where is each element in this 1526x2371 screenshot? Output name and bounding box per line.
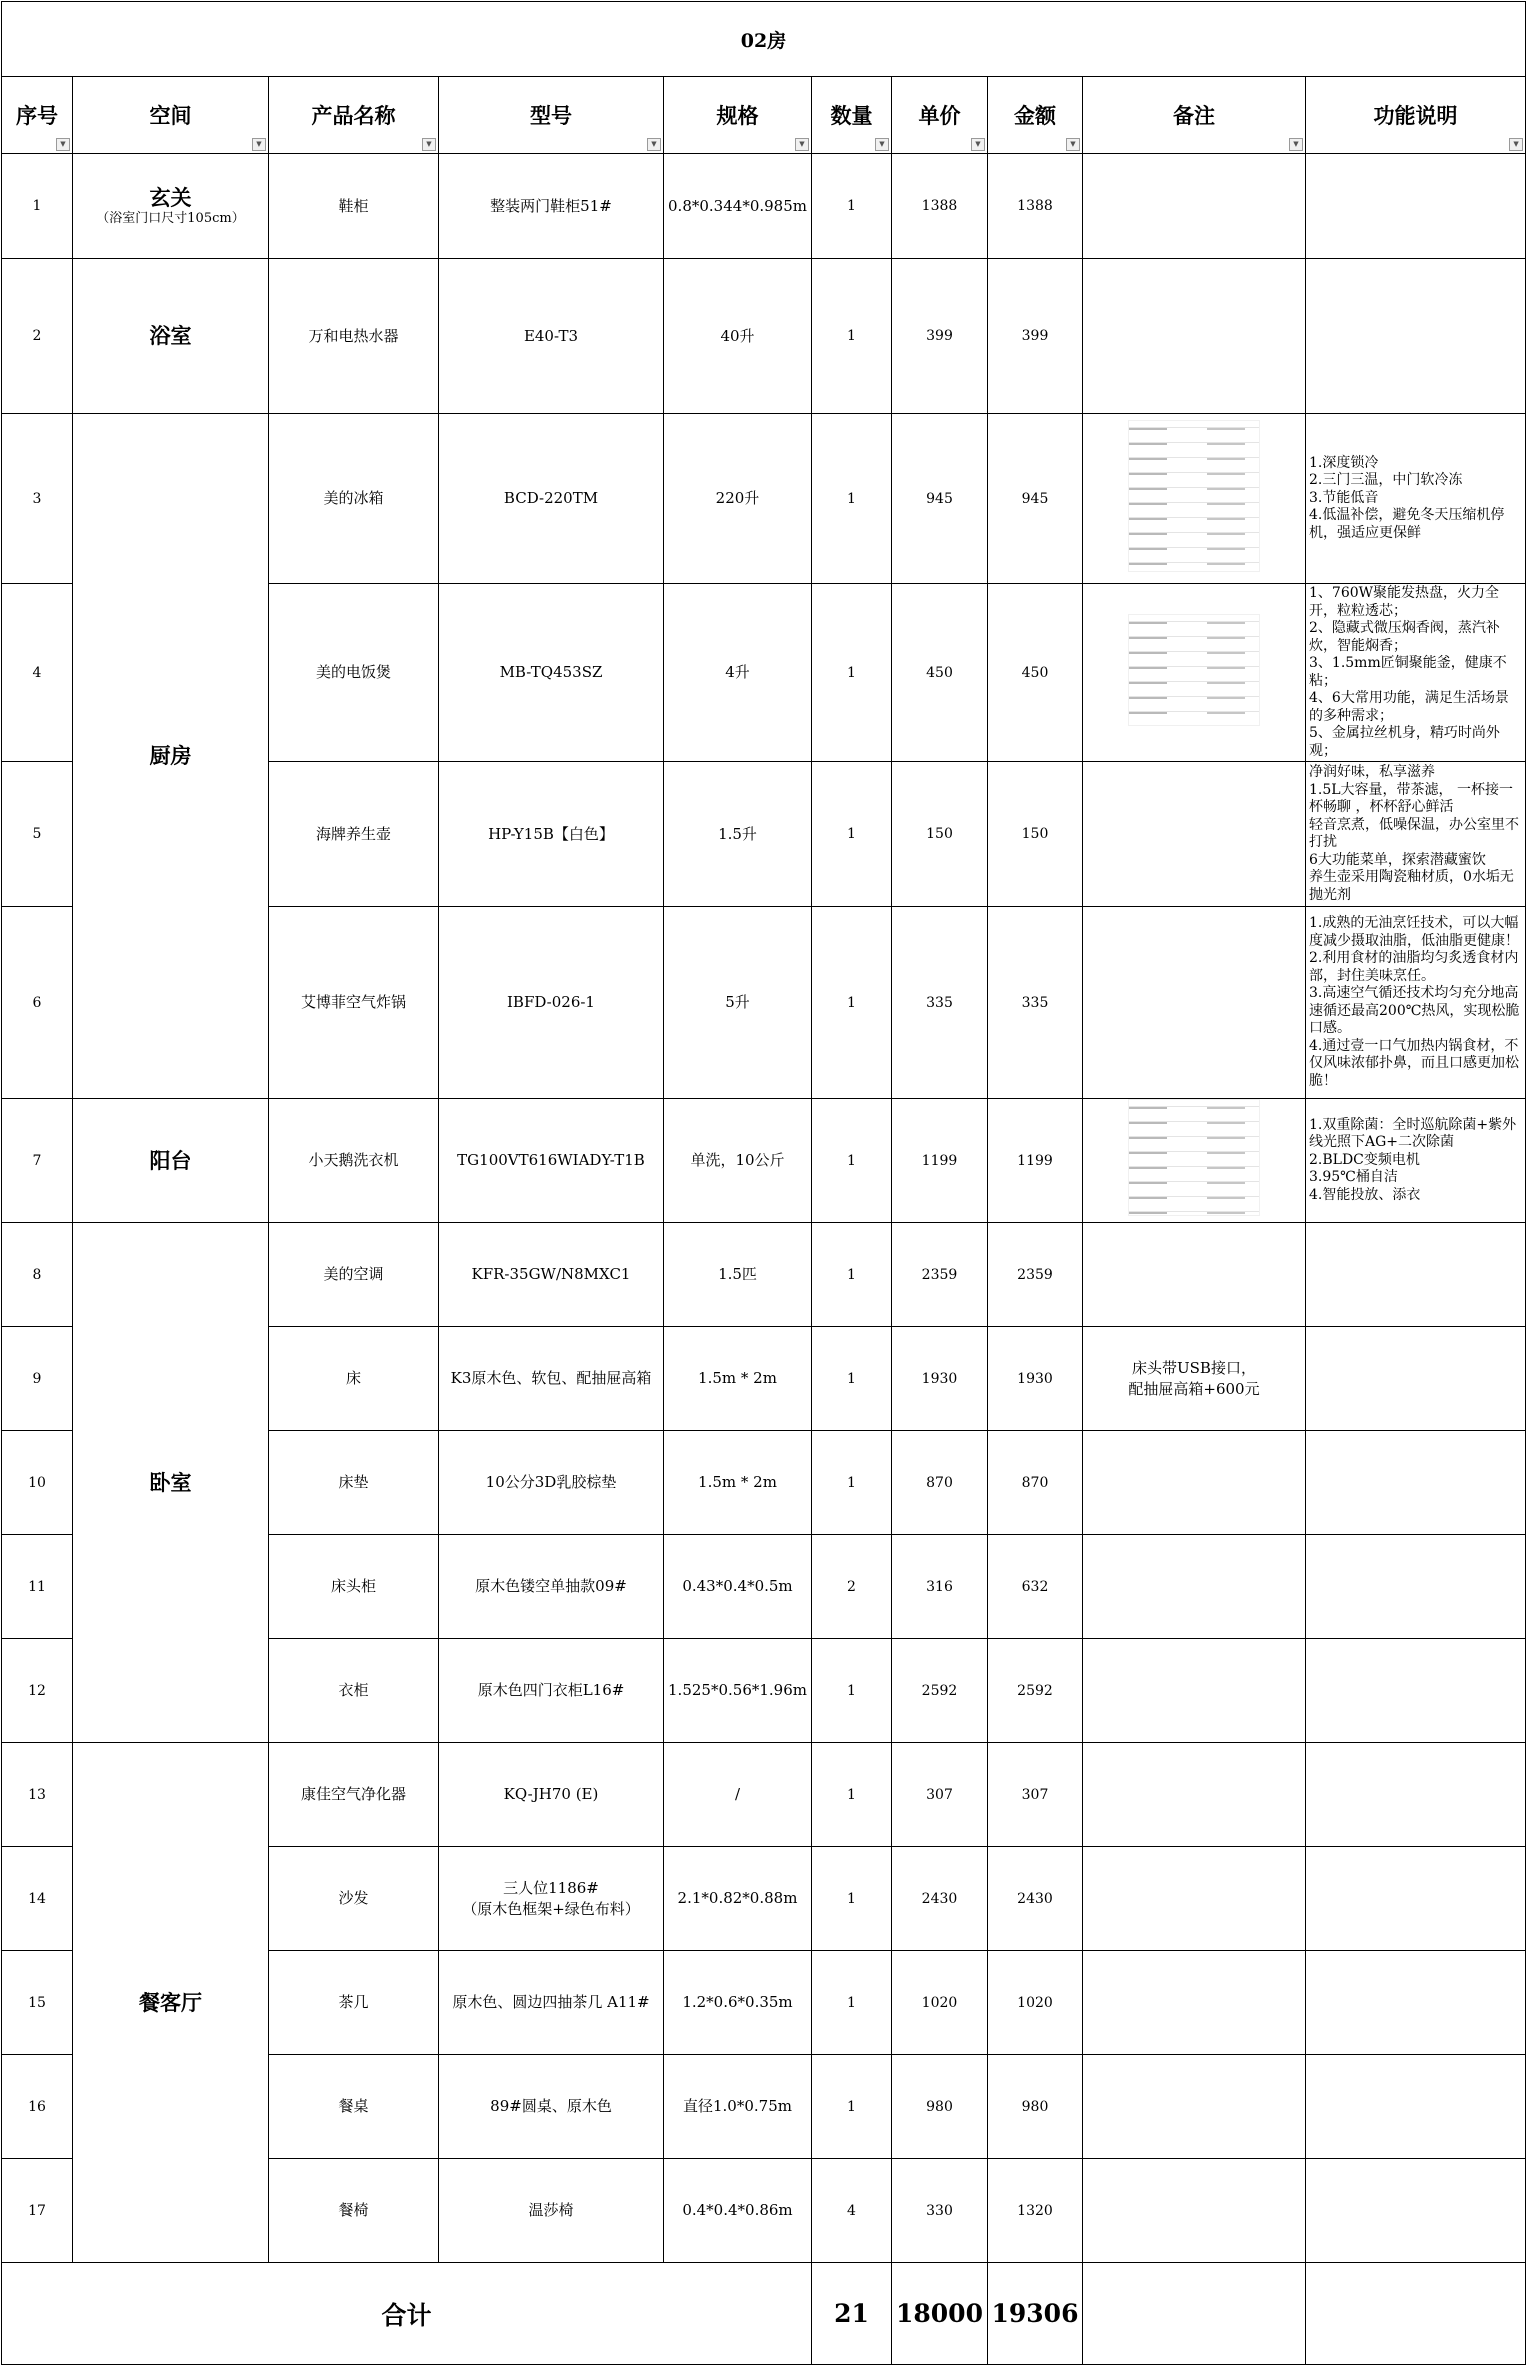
row-index: 8 [2, 1223, 73, 1327]
function-description: 1.双重除菌：全时巡航除菌+紫外线光照下AG+二次除菌 2.BLDC变频电机 3.95℃桶自洁 4.智能投放、添衣 [1306, 1099, 1526, 1223]
model: 89#圆桌、原木色 [439, 2055, 664, 2159]
header-label: 备注 [1173, 103, 1215, 128]
note [1083, 1847, 1306, 1951]
model: 原木色四门衣柜L16# [439, 1639, 664, 1743]
spec: 0.4*0.4*0.86m [664, 2159, 812, 2263]
row-index: 10 [2, 1431, 73, 1535]
function-description [1306, 1743, 1526, 1847]
row-index: 1 [2, 154, 73, 259]
space-label: 阳台 [149, 1147, 192, 1173]
model: MB-TQ453SZ [439, 584, 664, 762]
model: KQ-JH70 (E) [439, 1743, 664, 1847]
unit-price: 2430 [892, 1847, 988, 1951]
quantity: 1 [812, 2055, 892, 2159]
quantity: 1 [812, 1327, 892, 1431]
quantity: 1 [812, 907, 892, 1099]
spec-sheet-thumbnail [1128, 614, 1260, 726]
function-description [1306, 1223, 1526, 1327]
quantity: 2 [812, 1535, 892, 1639]
header-label: 功能说明 [1373, 103, 1458, 128]
unit-price: 330 [892, 2159, 988, 2263]
note [1083, 907, 1306, 1099]
product-name: 美的冰箱 [269, 414, 439, 584]
product-name: 餐椅 [269, 2159, 439, 2263]
filter-dropdown-icon[interactable]: ▼ [1509, 138, 1523, 151]
col-header-amount [988, 77, 1083, 154]
col-header-price [892, 77, 988, 154]
space-cell-bath [73, 259, 269, 414]
product-name: 艾博菲空气炸锅 [269, 907, 439, 1099]
function-description [1306, 2159, 1526, 2263]
function-description [1306, 1431, 1526, 1535]
row-index: 11 [2, 1535, 73, 1639]
product-name: 床 [269, 1327, 439, 1431]
row-index: 2 [2, 259, 73, 414]
unit-price: 335 [892, 907, 988, 1099]
col-header-product [269, 77, 439, 154]
function-description: 净润好味，私享滋养 1.5L大容量，带茶滤， 一杯接一杯畅聊 ，杯杯舒心鲜活 轻音烹煮，低噪保温，办公室里不打扰 6大功能菜单，探索潜藏蜜饮 养生壶采用陶瓷釉材质，0水垢无抛光剂 [1306, 762, 1526, 907]
unit-price: 450 [892, 584, 988, 762]
amount: 307 [988, 1743, 1083, 1847]
unit-price: 316 [892, 1535, 988, 1639]
product-name: 茶几 [269, 1951, 439, 2055]
function-description: 1.成熟的无油烹饪技术，可以大幅度减少摄取油脂，低油脂更健康！ 2.利用食材的油脂均匀炙透食材内部，封住美味烹任。 3.高速空气循还技术均匀充分地高速循还最高200℃热风，实现松脆口感。 4.通过壹一口气加热内锅食材，不仅风味浓郁扑鼻，而且口感更加松脆！ [1306, 907, 1526, 1099]
product-name: 美的电饭煲 [269, 584, 439, 762]
table-row [2, 259, 1526, 414]
quantity: 1 [812, 414, 892, 584]
table-row [2, 1743, 1526, 1847]
model: 温莎椅 [439, 2159, 664, 2263]
spec: 2.1*0.82*0.88m [664, 1847, 812, 1951]
col-header-function [1306, 77, 1526, 154]
space-note: （浴室门口尺寸105cm） [96, 211, 245, 227]
amount: 1388 [988, 154, 1083, 259]
space-label: 餐客厅 [139, 1989, 202, 2015]
amount: 335 [988, 907, 1083, 1099]
product-name: 床头柜 [269, 1535, 439, 1639]
model: 原木色镂空单抽款09# [439, 1535, 664, 1639]
model: KFR-35GW/N8MXC1 [439, 1223, 664, 1327]
product-name: 餐桌 [269, 2055, 439, 2159]
filter-dropdown-icon[interactable]: ▼ [647, 138, 661, 151]
filter-dropdown-icon[interactable]: ▼ [1066, 138, 1080, 151]
quantity: 1 [812, 154, 892, 259]
header-label: 产品名称 [311, 103, 396, 128]
quantity: 4 [812, 2159, 892, 2263]
space-label: 玄关 [149, 184, 192, 210]
product-name: 衣柜 [269, 1639, 439, 1743]
table-row [2, 1223, 1526, 1327]
row-index: 16 [2, 2055, 73, 2159]
spec: 5升 [664, 907, 812, 1099]
unit-price: 307 [892, 1743, 988, 1847]
total-price: 18000 [892, 2263, 988, 2365]
spec-sheet-thumbnail [1128, 1099, 1260, 1216]
product-name: 床垫 [269, 1431, 439, 1535]
space-label: 卧室 [149, 1469, 192, 1495]
col-header-model [439, 77, 664, 154]
row-index: 13 [2, 1743, 73, 1847]
function-description [1306, 1327, 1526, 1431]
row-index: 6 [2, 907, 73, 1099]
filter-dropdown-icon[interactable]: ▼ [795, 138, 809, 151]
row-index: 14 [2, 1847, 73, 1951]
spec: 220升 [664, 414, 812, 584]
note [1083, 1223, 1306, 1327]
amount: 980 [988, 2055, 1083, 2159]
quantity: 1 [812, 1431, 892, 1535]
row-index: 4 [2, 584, 73, 762]
spec: 1.5m * 2m [664, 1431, 812, 1535]
header-label: 金额 [1014, 103, 1056, 128]
function-description [1306, 1639, 1526, 1743]
filter-dropdown-icon[interactable]: ▼ [1289, 138, 1303, 151]
note [1083, 584, 1306, 762]
function-description [1306, 1847, 1526, 1951]
function-description [1306, 1535, 1526, 1639]
row-index: 3 [2, 414, 73, 584]
unit-price: 2592 [892, 1639, 988, 1743]
amount: 870 [988, 1431, 1083, 1535]
amount: 2359 [988, 1223, 1083, 1327]
note [1083, 1951, 1306, 2055]
amount: 450 [988, 584, 1083, 762]
space-label: 厨房 [149, 743, 192, 769]
note [1083, 2159, 1306, 2263]
header-label: 数量 [830, 103, 873, 128]
amount: 632 [988, 1535, 1083, 1639]
total-row [2, 2263, 1526, 2365]
unit-price: 1020 [892, 1951, 988, 2055]
model: IBFD-026-1 [439, 907, 664, 1099]
unit-price: 945 [892, 414, 988, 584]
spec: 1.525*0.56*1.96m [664, 1639, 812, 1743]
row-index: 7 [2, 1099, 73, 1223]
amount: 399 [988, 259, 1083, 414]
function-description [1306, 259, 1526, 414]
col-header-note [1083, 77, 1306, 154]
filter-dropdown-icon[interactable]: ▼ [56, 138, 70, 151]
header-label: 型号 [530, 103, 572, 128]
quantity: 1 [812, 1639, 892, 1743]
table-row [2, 414, 1526, 584]
space-cell-balcony [73, 1099, 269, 1223]
amount: 2592 [988, 1639, 1083, 1743]
note [1083, 1431, 1306, 1535]
note [1083, 1099, 1306, 1223]
header-label: 序号 [16, 103, 58, 128]
quantity: 1 [812, 1223, 892, 1327]
col-header-spec [664, 77, 812, 154]
amount: 945 [988, 414, 1083, 584]
spec-sheet-thumbnail [1128, 420, 1260, 572]
space-cell-living [73, 1743, 269, 2263]
unit-price: 2359 [892, 1223, 988, 1327]
space-cell-kitchen [73, 414, 269, 1099]
table-row [2, 1099, 1526, 1223]
spec: 单洗，10公斤 [664, 1099, 812, 1223]
model: 原木色、圆边四抽茶几 A11# [439, 1951, 664, 2055]
total-empty [1083, 2263, 1306, 2365]
amount: 2430 [988, 1847, 1083, 1951]
table-row [2, 154, 1526, 259]
spec: 0.43*0.4*0.5m [664, 1535, 812, 1639]
model: TG100VT616WIADY-T1B [439, 1099, 664, 1223]
space-label: 浴室 [149, 323, 192, 349]
amount: 1020 [988, 1951, 1083, 2055]
spec: 1.2*0.6*0.35m [664, 1951, 812, 2055]
spec: 40升 [664, 259, 812, 414]
header-label: 规格 [716, 103, 759, 128]
product-name: 小天鹅洗衣机 [269, 1099, 439, 1223]
note [1083, 1535, 1306, 1639]
row-index: 9 [2, 1327, 73, 1431]
product-name: 沙发 [269, 1847, 439, 1951]
amount: 1199 [988, 1099, 1083, 1223]
product-table [1, 1, 1526, 2365]
model: 10公分3D乳胶棕垫 [439, 1431, 664, 1535]
model: 整装两门鞋柜51# [439, 154, 664, 259]
filter-dropdown-icon[interactable]: ▼ [252, 138, 266, 151]
model: HP-Y15B【白色】 [439, 762, 664, 907]
note [1083, 2055, 1306, 2159]
spec: 0.8*0.344*0.985m [664, 154, 812, 259]
quantity: 1 [812, 1951, 892, 2055]
filter-dropdown-icon[interactable]: ▼ [971, 138, 985, 151]
unit-price: 1199 [892, 1099, 988, 1223]
unit-price: 150 [892, 762, 988, 907]
note [1083, 1743, 1306, 1847]
model: 三人位1186# （原木色框架+绿色布料） [439, 1847, 664, 1951]
model: BCD-220TM [439, 414, 664, 584]
unit-price: 870 [892, 1431, 988, 1535]
unit-price: 399 [892, 259, 988, 414]
spec: 1.5m * 2m [664, 1327, 812, 1431]
filter-dropdown-icon[interactable]: ▼ [422, 138, 436, 151]
amount: 150 [988, 762, 1083, 907]
model: K3原木色、软包、配抽屉高箱 [439, 1327, 664, 1431]
header-row [2, 77, 1526, 154]
amount: 1320 [988, 2159, 1083, 2263]
header-label: 单价 [918, 103, 961, 128]
function-description: 1、760W聚能发热盘，火力全开，粒粒透芯； 2、隐藏式微压焖香阀，蒸汽补炊，智能焖香； 3、1.5mm匠铜聚能釜，健康不粘； 4、6大常用功能，满足生活场景的多种需求； 5、金属拉丝机身，精巧时尚外观； [1306, 584, 1526, 762]
quantity: 1 [812, 259, 892, 414]
quantity: 1 [812, 1099, 892, 1223]
total-amount: 19306 [988, 2263, 1083, 2365]
spec: 直径1.0*0.75m [664, 2055, 812, 2159]
spec: 1.5升 [664, 762, 812, 907]
row-index: 12 [2, 1639, 73, 1743]
space-cell-entry [73, 154, 269, 259]
product-name: 美的空调 [269, 1223, 439, 1327]
function-description [1306, 154, 1526, 259]
unit-price: 1930 [892, 1327, 988, 1431]
product-name: 康佳空气净化器 [269, 1743, 439, 1847]
product-name: 万和电热水器 [269, 259, 439, 414]
space-cell-bedroom [73, 1223, 269, 1743]
spec: 4升 [664, 584, 812, 762]
note [1083, 762, 1306, 907]
filter-dropdown-icon[interactable]: ▼ [875, 138, 889, 151]
product-name: 海牌养生壶 [269, 762, 439, 907]
unit-price: 1388 [892, 154, 988, 259]
model: E40-T3 [439, 259, 664, 414]
quantity: 1 [812, 584, 892, 762]
function-description [1306, 2055, 1526, 2159]
amount: 1930 [988, 1327, 1083, 1431]
col-header-index [2, 77, 73, 154]
row-index: 5 [2, 762, 73, 907]
note [1083, 414, 1306, 584]
function-description [1306, 1951, 1526, 2055]
quantity: 1 [812, 1743, 892, 1847]
row-index: 15 [2, 1951, 73, 2055]
note: 床头带USB接口， 配抽屉高箱+600元 [1083, 1327, 1306, 1431]
spec: 1.5匹 [664, 1223, 812, 1327]
function-description: 1.深度锁冷 2.三门三温，中门软冷冻 3.节能低音 4.低温补偿，避免冬天压缩机停机，强适应更保鲜 [1306, 414, 1526, 584]
product-name: 鞋柜 [269, 154, 439, 259]
total-label: 合计 [2, 2263, 812, 2365]
note [1083, 1639, 1306, 1743]
spec: / [664, 1743, 812, 1847]
note [1083, 259, 1306, 414]
note [1083, 154, 1306, 259]
row-index: 17 [2, 2159, 73, 2263]
sheet-title: 02房 [2, 2, 1526, 77]
header-label: 空间 [149, 103, 192, 128]
quantity: 1 [812, 762, 892, 907]
total-empty [1306, 2263, 1526, 2365]
total-qty: 21 [812, 2263, 892, 2365]
quantity: 1 [812, 1847, 892, 1951]
unit-price: 980 [892, 2055, 988, 2159]
col-header-qty [812, 77, 892, 154]
col-header-space [73, 77, 269, 154]
